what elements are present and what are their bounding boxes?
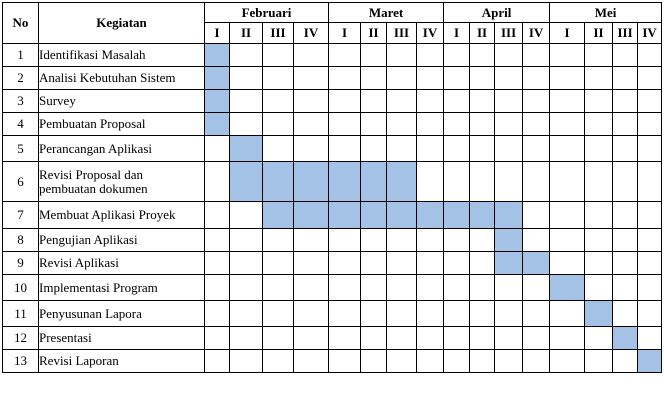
schedule-cell xyxy=(585,136,613,162)
schedule-cell xyxy=(294,44,329,67)
schedule-cell xyxy=(230,350,263,373)
schedule-cell-filled xyxy=(329,202,361,229)
task-name: Membuat Aplikasi Proyek xyxy=(39,202,205,229)
schedule-cell-filled xyxy=(205,113,230,136)
schedule-cell-filled xyxy=(523,252,550,275)
schedule-cell xyxy=(294,252,329,275)
task-number: 5 xyxy=(3,136,39,162)
schedule-cell xyxy=(417,252,444,275)
schedule-cell xyxy=(470,350,495,373)
schedule-cell xyxy=(361,275,387,301)
schedule-cell xyxy=(294,327,329,350)
schedule-cell xyxy=(638,67,662,90)
schedule-cell xyxy=(387,327,417,350)
schedule-cell xyxy=(230,252,263,275)
schedule-cell-filled xyxy=(495,252,523,275)
schedule-cell xyxy=(613,90,638,113)
schedule-cell-filled xyxy=(613,327,638,350)
task-name: Pembuatan Proposal xyxy=(39,113,205,136)
schedule-cell xyxy=(470,301,495,327)
schedule-cell xyxy=(263,275,294,301)
task-name: Analisi Kebutuhan Sistem xyxy=(39,67,205,90)
schedule-cell xyxy=(550,67,585,90)
table-row xyxy=(3,301,662,327)
schedule-cell xyxy=(294,67,329,90)
schedule-cell xyxy=(444,327,470,350)
schedule-cell xyxy=(585,67,613,90)
schedule-cell xyxy=(387,229,417,252)
header-week: III xyxy=(263,23,294,44)
table-row xyxy=(3,350,662,373)
schedule-cell-filled xyxy=(205,90,230,113)
schedule-cell xyxy=(263,229,294,252)
schedule-cell xyxy=(361,350,387,373)
schedule-cell xyxy=(585,162,613,202)
schedule-cell xyxy=(417,44,444,67)
schedule-cell xyxy=(417,350,444,373)
schedule-cell xyxy=(495,301,523,327)
schedule-cell xyxy=(205,136,230,162)
schedule-cell xyxy=(230,327,263,350)
task-number: 9 xyxy=(3,252,39,275)
task-number: 7 xyxy=(3,202,39,229)
schedule-cell xyxy=(329,136,361,162)
schedule-cell xyxy=(417,301,444,327)
schedule-cell xyxy=(444,44,470,67)
header-week: II xyxy=(230,23,263,44)
schedule-cell xyxy=(613,301,638,327)
table-row xyxy=(3,229,662,252)
schedule-cell xyxy=(585,202,613,229)
task-number: 10 xyxy=(3,275,39,301)
schedule-cell xyxy=(361,44,387,67)
schedule-cell xyxy=(417,67,444,90)
schedule-cell xyxy=(470,44,495,67)
schedule-cell xyxy=(523,229,550,252)
table-row xyxy=(3,90,662,113)
schedule-cell xyxy=(205,275,230,301)
schedule-cell xyxy=(230,44,263,67)
schedule-cell xyxy=(638,252,662,275)
schedule-cell xyxy=(361,327,387,350)
header-month-april: April xyxy=(444,3,550,23)
schedule-cell xyxy=(263,67,294,90)
schedule-cell xyxy=(230,275,263,301)
schedule-cell xyxy=(550,350,585,373)
table-row xyxy=(3,136,662,162)
header-week: I xyxy=(329,23,361,44)
schedule-cell-filled xyxy=(638,350,662,373)
schedule-cell xyxy=(613,252,638,275)
schedule-cell xyxy=(523,275,550,301)
task-number: 6 xyxy=(3,162,39,202)
schedule-cell xyxy=(495,162,523,202)
schedule-cell xyxy=(417,162,444,202)
schedule-cell xyxy=(495,350,523,373)
task-number: 11 xyxy=(3,301,39,327)
header-month-mei: Mei xyxy=(550,3,662,23)
schedule-cell xyxy=(495,90,523,113)
table-row xyxy=(3,113,662,136)
schedule-cell-filled xyxy=(294,162,329,202)
schedule-cell xyxy=(638,327,662,350)
schedule-cell xyxy=(550,327,585,350)
schedule-cell xyxy=(361,229,387,252)
schedule-cell xyxy=(417,229,444,252)
header-week: I xyxy=(444,23,470,44)
task-name: Implementasi Program xyxy=(39,275,205,301)
schedule-cell xyxy=(638,162,662,202)
task-name: Penyusunan Lapora xyxy=(39,301,205,327)
schedule-cell xyxy=(550,44,585,67)
task-number: 12 xyxy=(3,327,39,350)
schedule-cell xyxy=(263,252,294,275)
schedule-cell xyxy=(230,90,263,113)
schedule-cell xyxy=(329,90,361,113)
schedule-cell xyxy=(387,113,417,136)
schedule-cell-filled xyxy=(585,301,613,327)
schedule-cell xyxy=(585,252,613,275)
schedule-cell xyxy=(329,350,361,373)
schedule-cell xyxy=(294,301,329,327)
schedule-cell xyxy=(294,229,329,252)
schedule-cell xyxy=(523,67,550,90)
schedule-cell xyxy=(329,113,361,136)
schedule-cell xyxy=(263,301,294,327)
schedule-cell xyxy=(638,44,662,67)
header-week: IV xyxy=(638,23,662,44)
header-kegiatan: Kegiatan xyxy=(39,3,205,44)
schedule-cell xyxy=(230,202,263,229)
task-name: Identifikasi Masalah xyxy=(39,44,205,67)
schedule-cell xyxy=(263,90,294,113)
schedule-cell xyxy=(444,275,470,301)
schedule-cell xyxy=(294,136,329,162)
table-row xyxy=(3,162,662,202)
schedule-cell xyxy=(523,136,550,162)
schedule-cell xyxy=(470,136,495,162)
table-row xyxy=(3,67,662,90)
schedule-cell xyxy=(613,67,638,90)
task-name: Pengujian Aplikasi xyxy=(39,229,205,252)
schedule-cell-filled xyxy=(417,202,444,229)
schedule-cell xyxy=(613,136,638,162)
schedule-cell xyxy=(495,44,523,67)
table-row xyxy=(3,252,662,275)
schedule-cell xyxy=(417,90,444,113)
schedule-cell xyxy=(444,350,470,373)
schedule-cell-filled xyxy=(205,67,230,90)
schedule-cell-filled xyxy=(205,44,230,67)
schedule-cell xyxy=(613,113,638,136)
table-row xyxy=(3,327,662,350)
task-number: 3 xyxy=(3,90,39,113)
schedule-cell xyxy=(613,350,638,373)
schedule-cell xyxy=(638,275,662,301)
schedule-cell xyxy=(329,252,361,275)
schedule-cell xyxy=(550,229,585,252)
table-row xyxy=(3,44,662,67)
schedule-cell xyxy=(263,350,294,373)
schedule-cell-filled xyxy=(550,275,585,301)
schedule-cell xyxy=(638,90,662,113)
schedule-cell xyxy=(444,301,470,327)
schedule-cell xyxy=(523,350,550,373)
schedule-cell xyxy=(387,301,417,327)
schedule-cell xyxy=(470,90,495,113)
schedule-cell-filled xyxy=(444,202,470,229)
schedule-cell xyxy=(495,275,523,301)
header-week: IV xyxy=(294,23,329,44)
schedule-cell xyxy=(230,301,263,327)
schedule-cell-filled xyxy=(329,162,361,202)
schedule-cell xyxy=(585,44,613,67)
schedule-cell xyxy=(550,90,585,113)
schedule-cell xyxy=(361,301,387,327)
schedule-cell-filled xyxy=(230,162,263,202)
schedule-cell xyxy=(361,90,387,113)
schedule-cell xyxy=(263,44,294,67)
schedule-cell-filled xyxy=(361,162,387,202)
schedule-cell xyxy=(444,90,470,113)
schedule-cell xyxy=(361,252,387,275)
schedule-cell xyxy=(523,301,550,327)
schedule-cell xyxy=(417,136,444,162)
schedule-cell xyxy=(205,252,230,275)
schedule-cell xyxy=(470,113,495,136)
schedule-cell xyxy=(205,301,230,327)
schedule-cell xyxy=(444,136,470,162)
schedule-cell xyxy=(470,67,495,90)
schedule-cell xyxy=(444,67,470,90)
schedule-cell xyxy=(205,162,230,202)
schedule-cell xyxy=(361,67,387,90)
schedule-cell xyxy=(495,327,523,350)
schedule-cell-filled xyxy=(387,162,417,202)
schedule-cell xyxy=(495,67,523,90)
schedule-cell xyxy=(387,44,417,67)
schedule-cell xyxy=(495,136,523,162)
schedule-cell xyxy=(550,301,585,327)
schedule-cell xyxy=(550,113,585,136)
task-list xyxy=(3,44,662,373)
schedule-cell xyxy=(387,252,417,275)
schedule-cell xyxy=(585,350,613,373)
schedule-cell xyxy=(417,327,444,350)
header-week: IV xyxy=(417,23,444,44)
schedule-cell xyxy=(361,136,387,162)
schedule-cell xyxy=(205,350,230,373)
table-row xyxy=(3,202,662,229)
schedule-cell xyxy=(444,229,470,252)
table-row xyxy=(3,275,662,301)
header-month-februari: Februari xyxy=(205,3,329,23)
schedule-cell xyxy=(523,327,550,350)
schedule-cell xyxy=(613,275,638,301)
schedule-cell xyxy=(263,327,294,350)
header-week: I xyxy=(205,23,230,44)
schedule-cell xyxy=(523,162,550,202)
schedule-cell xyxy=(470,162,495,202)
task-number: 1 xyxy=(3,44,39,67)
schedule-cell xyxy=(470,229,495,252)
schedule-cell xyxy=(638,229,662,252)
schedule-cell xyxy=(585,90,613,113)
task-name: Perancangan Aplikasi xyxy=(39,136,205,162)
schedule-cell xyxy=(470,327,495,350)
schedule-cell xyxy=(585,113,613,136)
schedule-cell xyxy=(523,113,550,136)
schedule-cell xyxy=(470,275,495,301)
schedule-cell xyxy=(294,113,329,136)
schedule-cell xyxy=(613,229,638,252)
schedule-cell xyxy=(638,136,662,162)
task-number: 8 xyxy=(3,229,39,252)
schedule-cell-filled xyxy=(294,202,329,229)
header-week: IV xyxy=(523,23,550,44)
header-week: III xyxy=(495,23,523,44)
schedule-cell xyxy=(613,162,638,202)
schedule-cell xyxy=(361,113,387,136)
schedule-cell-filled xyxy=(387,202,417,229)
schedule-cell xyxy=(230,229,263,252)
schedule-cell xyxy=(387,90,417,113)
task-name: Survey xyxy=(39,90,205,113)
schedule-cell xyxy=(585,229,613,252)
schedule-cell-filled xyxy=(263,202,294,229)
schedule-cell xyxy=(263,113,294,136)
schedule-cell xyxy=(387,350,417,373)
schedule-cell xyxy=(444,113,470,136)
schedule-cell xyxy=(230,113,263,136)
schedule-cell xyxy=(294,90,329,113)
schedule-cell xyxy=(294,350,329,373)
schedule-cell xyxy=(329,44,361,67)
schedule-cell-filled xyxy=(470,202,495,229)
schedule-cell xyxy=(523,202,550,229)
schedule-cell xyxy=(387,275,417,301)
task-number: 4 xyxy=(3,113,39,136)
task-name: Revisi Aplikasi xyxy=(39,252,205,275)
schedule-cell xyxy=(329,229,361,252)
schedule-cell xyxy=(205,202,230,229)
task-number: 2 xyxy=(3,67,39,90)
header-no: No xyxy=(3,3,39,44)
schedule-cell xyxy=(523,44,550,67)
schedule-cell xyxy=(613,44,638,67)
schedule-cell xyxy=(550,162,585,202)
header-week: III xyxy=(387,23,417,44)
schedule-cell xyxy=(205,327,230,350)
schedule-cell xyxy=(417,275,444,301)
schedule-cell xyxy=(387,136,417,162)
schedule-cell xyxy=(523,90,550,113)
schedule-table xyxy=(2,2,662,373)
schedule-cell-filled xyxy=(263,162,294,202)
schedule-cell xyxy=(294,275,329,301)
schedule-cell xyxy=(329,275,361,301)
schedule-cell xyxy=(444,162,470,202)
schedule-cell xyxy=(205,229,230,252)
schedule-cell xyxy=(550,202,585,229)
schedule-cell xyxy=(585,327,613,350)
header-week: III xyxy=(613,23,638,44)
schedule-cell xyxy=(585,275,613,301)
task-number: 13 xyxy=(3,350,39,373)
schedule-cell xyxy=(329,327,361,350)
task-name: Revisi Laporan xyxy=(39,350,205,373)
schedule-cell xyxy=(230,67,263,90)
schedule-cell xyxy=(638,113,662,136)
schedule-cell xyxy=(329,301,361,327)
header-week: II xyxy=(361,23,387,44)
schedule-cell-filled xyxy=(230,136,263,162)
schedule-cell xyxy=(387,67,417,90)
task-name: Presentasi xyxy=(39,327,205,350)
header-week: II xyxy=(585,23,613,44)
schedule-cell xyxy=(638,301,662,327)
schedule-cell xyxy=(638,202,662,229)
schedule-cell xyxy=(613,202,638,229)
schedule-cell xyxy=(263,136,294,162)
schedule-cell xyxy=(550,136,585,162)
header-month-maret: Maret xyxy=(329,3,444,23)
schedule-cell xyxy=(550,252,585,275)
schedule-cell xyxy=(417,113,444,136)
header-week: I xyxy=(550,23,585,44)
schedule-cell xyxy=(329,67,361,90)
schedule-cell xyxy=(470,252,495,275)
schedule-cell-filled xyxy=(361,202,387,229)
schedule-cell xyxy=(495,113,523,136)
schedule-cell xyxy=(444,252,470,275)
task-name: Revisi Proposal dan pembuatan dokumen xyxy=(39,162,205,202)
schedule-cell-filled xyxy=(495,229,523,252)
header-week: II xyxy=(470,23,495,44)
schedule-cell-filled xyxy=(495,202,523,229)
